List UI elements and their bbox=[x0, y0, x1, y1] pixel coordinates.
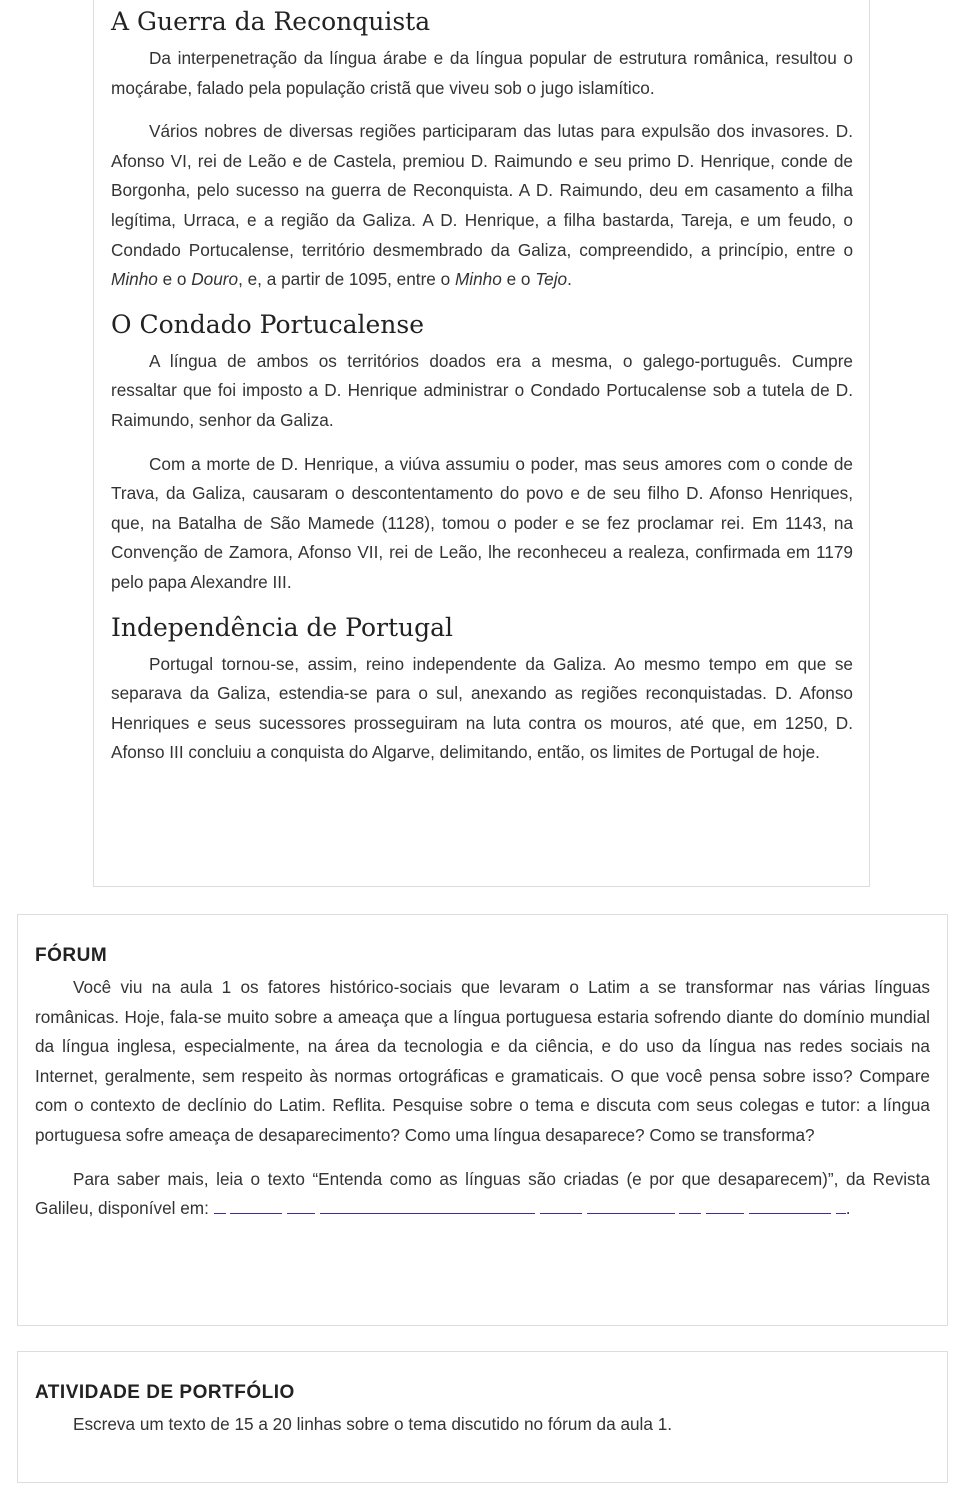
forum-box bbox=[17, 914, 948, 1326]
paragraph: A língua de ambos os territórios doados era a mesma, o galego-português. Cumpre ressaltar que foi imposto a D. Henrique administrar o Condado Portucalense sob a tutela de D. Raimundo, senhor da Galiza. bbox=[111, 350, 853, 430]
paragraph: Da interpenetração da língua árabe e da língua popular de estrutura românica, resultou o moçárabe, falado pela população cristã que viveu sob o jugo islamítico. bbox=[111, 48, 853, 98]
paragraph: Para saber mais, leia o texto “Entenda como as línguas são criadas (e por que desaparecem)”, da Revista Galileu, disponível em: . bbox=[35, 1168, 930, 1219]
paragraph: Com a morte de D. Henrique, a viúva assumiu o poder, mas seus amores com o conde de Trava, da Galiza, causaram o descontentamento do povo e de seu filho D. Afonso Henriques, que, na Batalha de São Mamede (1128), tomou o poder e se fez proclamar rei. Em 1143, na Convenção de Zamora, Afonso VII, rei de Leão, lhe reconheceu a realeza, confirmada em 1179 pelo papa Alexandre III. bbox=[111, 453, 853, 592]
galileu-link[interactable] bbox=[214, 1198, 846, 1218]
article-box bbox=[93, 0, 870, 887]
paragraph: Escreva um texto de 15 a 20 linhas sobre o tema discutido no fórum da aula 1. bbox=[73, 1414, 673, 1434]
portfolio-title: ATIVIDADE DE PORTFÓLIO bbox=[35, 1382, 295, 1403]
section-title: A Guerra da Reconquista bbox=[111, 7, 431, 36]
section-title: O Condado Portucalense bbox=[111, 309, 425, 339]
paragraph: Vários nobres de diversas regiões participaram das lutas para expulsão dos invasores. D. Afonso VI, rei de Leão e de Castela, premiou D. Raimundo e seu primo D. Henrique, conde de Borgonha, pelo sucesso na guerra de Reconquista. A D. Raimundo, deu em casamento a filha legítima, Urraca, e a região da Galiza. A D. Henrique, a filha bastarda, Tareja, e um feudo, o Condado Portucalense, território desmembrado da Galiza, compreendido, a princípio, entre o Minho e o Douro, e, a partir de 1095, entre o Minho e o Tejo. bbox=[111, 121, 853, 290]
forum-title: FÓRUM bbox=[35, 945, 108, 966]
paragraph: Portugal tornou-se, assim, reino independente da Galiza. Ao mesmo tempo em que se separava da Galiza, estendia-se para o sul, anexando as regiões reconquistadas. D. Afonso Henriques e seus sucessores prosseguiram na luta contra os mouros, até que, em 1250, D. Afonso III concluiu a conquista do Algarve, delimitando, então, os limites de Portugal de hoje. bbox=[111, 653, 853, 763]
section-title: Independência de Portugal bbox=[111, 612, 454, 642]
portfolio-box bbox=[17, 1351, 948, 1483]
paragraph: Você viu na aula 1 os fatores histórico-sociais que levaram o Latim a se transformar nas várias línguas românicas. Hoje, fala-se muito sobre a ameaça que a língua portuguesa estaria sofrendo diante do domínio mundial da língua inglesa, especialmente, na área da tecnologia e da ciência, e do uso da língua nas redes sociais na Internet, geralmente, sem respeito às normas ortográficas e gramaticais. O que você pensa sobre isso? Compare com o contexto de declínio do Latim. Reflita. Pesquise sobre o tema e discuta com seus colegas e tutor: a língua portuguesa sofre ameaça de desaparecimento? Como uma língua desaparece? Como se transforma? bbox=[35, 977, 930, 1145]
